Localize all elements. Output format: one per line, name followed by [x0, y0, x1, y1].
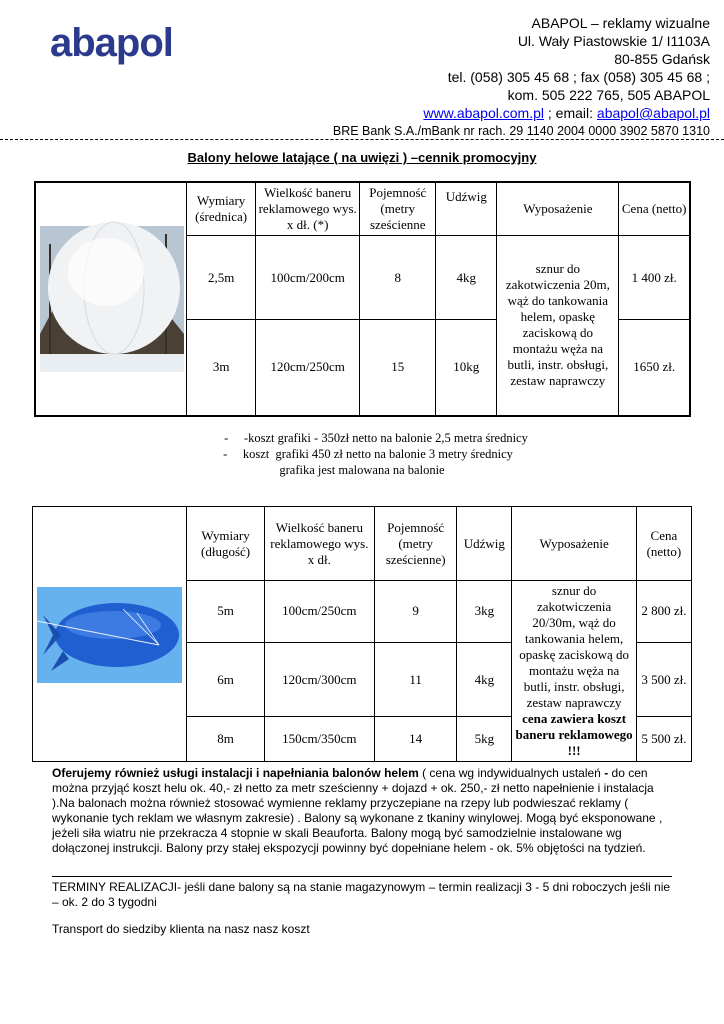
- company-web-line: [333, 104, 710, 122]
- terms-divider: [52, 876, 672, 877]
- offer-dash: -: [604, 766, 609, 780]
- round-balloon-photo: [35, 182, 187, 416]
- company-name: ABAPOL – reklamy wizualne: [531, 15, 710, 31]
- row-lift: 10kg: [436, 320, 497, 416]
- note-line: grafika jest malowana na balonie: [279, 463, 445, 477]
- row-price: 2 800 zł.: [636, 581, 691, 643]
- blimp-photo: [33, 507, 187, 762]
- row-price: 1 400 zł.: [619, 236, 690, 320]
- header-lift: Udźwig: [436, 182, 497, 236]
- company-city: 80-855 Gdańsk: [614, 51, 710, 67]
- row-price: 3 500 zł.: [636, 642, 691, 717]
- row-volume: 8: [360, 236, 436, 320]
- row-volume: 15: [360, 320, 436, 416]
- row-lift: 4kg: [457, 642, 512, 717]
- row-lift: 4kg: [436, 236, 497, 320]
- terms-text: TERMINY REALIZACJI- jeśli dane balony są na stanie magazynowym – termin realizacji 3 - 5 dni roboczych jeśli nie – ok. 2 do 3 tygodni: [52, 880, 671, 909]
- website-link[interactable]: www.abapol.com.pl: [423, 105, 544, 121]
- transport-text: Transport do siedziby klienta na nasz nasz koszt: [52, 922, 310, 936]
- header-divider: [0, 139, 724, 140]
- header-size: Wymiary (długość): [187, 507, 264, 581]
- row-price: 1650 zł.: [619, 320, 690, 416]
- offer-paragraph: [52, 766, 667, 856]
- blimp-image: [33, 513, 186, 755]
- equipment-text: sznur do zakotwiczenia 20/30m, wąż do tankowania helem, opaskę zaciskową do montażu węża na butli, instr. obsługi, zestaw naprawczy: [519, 583, 629, 710]
- row-size: 8m: [187, 717, 264, 762]
- offer-text: do cen można przyjąć koszt helu ok. 40,- zł netto za metr sześcienny + dojazd + ok. 250,- zł netto napełnienie i instalacja ).Na balonach można również stosować wymienne reklamy przyczepiane na rzepy lub podwieszać reklamy ( wykonanie tych reklam we własnym zakresie) . Balony są wykonane z tkaniny winylowej. Mogą być eksponowane , jeżeli siła wiatru nie przekracza 4 stopnie w skali Beauforta. Balony mogą być samodzielnie instalowane wg dołączonej instrukcji. Balony przy stałej ekspozycji powinny być dopełniane helem - ok. 5% objętości na tydzień.: [52, 766, 663, 855]
- header-banner: Wielkość baneru reklamowego wys. x dł.: [264, 507, 374, 581]
- round-balloon-table: [34, 181, 691, 417]
- row-banner: 120cm/250cm: [256, 320, 360, 416]
- row-size: 6m: [187, 642, 264, 717]
- equipment-cell: [512, 581, 636, 762]
- row-size: 2,5m: [187, 236, 256, 320]
- note-line: - koszt grafiki 450 zł netto na balonie 3 metry średnicy: [223, 447, 513, 461]
- company-mobile: kom. 505 222 765, 505 ABAPOL: [507, 87, 710, 103]
- offer-text: ( cena wg indywidualnych ustaleń: [418, 766, 605, 780]
- table-header-row: [35, 182, 690, 236]
- email-prefix: ; email:: [544, 105, 597, 121]
- abapol-logo: [50, 22, 220, 66]
- header-banner: Wielkość baneru reklamowego wys. x dł. (*): [256, 182, 360, 236]
- equipment-bold-note: cena zawiera koszt baneru reklamowego !!!: [515, 711, 633, 758]
- row-volume: 11: [375, 642, 457, 717]
- blimp-table: [32, 506, 692, 762]
- row-lift: 5kg: [457, 717, 512, 762]
- row-price: 5 500 zł.: [636, 717, 691, 762]
- header-volume: Pojemność (metry sześcienne): [375, 507, 457, 581]
- note-line: - -koszt grafiki - 350zł netto na balonie 2,5 metra średnicy: [224, 431, 528, 445]
- header-price: Cena (netto): [619, 182, 690, 236]
- graphics-notes: [0, 430, 724, 478]
- logo-text: abapol: [50, 22, 173, 65]
- row-size: 5m: [187, 581, 264, 643]
- header-size: Wymiary (średnica): [187, 182, 256, 236]
- offer-bold: Oferujemy również usługi instalacji i napełniania balonów helem: [52, 766, 419, 780]
- email-link[interactable]: abapol@abapol.pl: [596, 105, 710, 121]
- row-volume: 9: [375, 581, 457, 643]
- row-banner: 100cm/250cm: [264, 581, 374, 643]
- header-equipment: Wyposażenie: [497, 182, 619, 236]
- row-volume: 14: [375, 717, 457, 762]
- company-header: [333, 14, 710, 140]
- header-equipment: Wyposażenie: [512, 507, 636, 581]
- company-street: Ul. Wały Piastowskie 1/ I1103A: [517, 33, 710, 49]
- row-size: 3m: [187, 320, 256, 416]
- header-volume: Pojemność (metry sześcienne: [360, 182, 436, 236]
- header-lift: Udźwig: [457, 507, 512, 581]
- row-banner: 100cm/200cm: [256, 236, 360, 320]
- table-header-row: [33, 507, 692, 581]
- row-lift: 3kg: [457, 581, 512, 643]
- round-balloon-image: [36, 184, 186, 414]
- equipment-cell: sznur do zakotwiczenia 20m, wąż do tankowania helem, opaskę zaciskową do montażu węża na butli, instr. obsługi, zestaw naprawczy: [497, 236, 619, 416]
- row-banner: 150cm/350cm: [264, 717, 374, 762]
- row-banner: 120cm/300cm: [264, 642, 374, 717]
- company-bank: BRE Bank S.A./mBank nr rach. 29 1140 2004 0000 3902 5870 1310: [332, 124, 710, 138]
- page-title: Balony helowe latające ( na uwięzi ) –cennik promocyjny: [187, 150, 537, 165]
- company-phone: tel. (058) 305 45 68 ; fax (058) 305 45 68 ;: [447, 69, 710, 85]
- header-price: Cena (netto): [636, 507, 691, 581]
